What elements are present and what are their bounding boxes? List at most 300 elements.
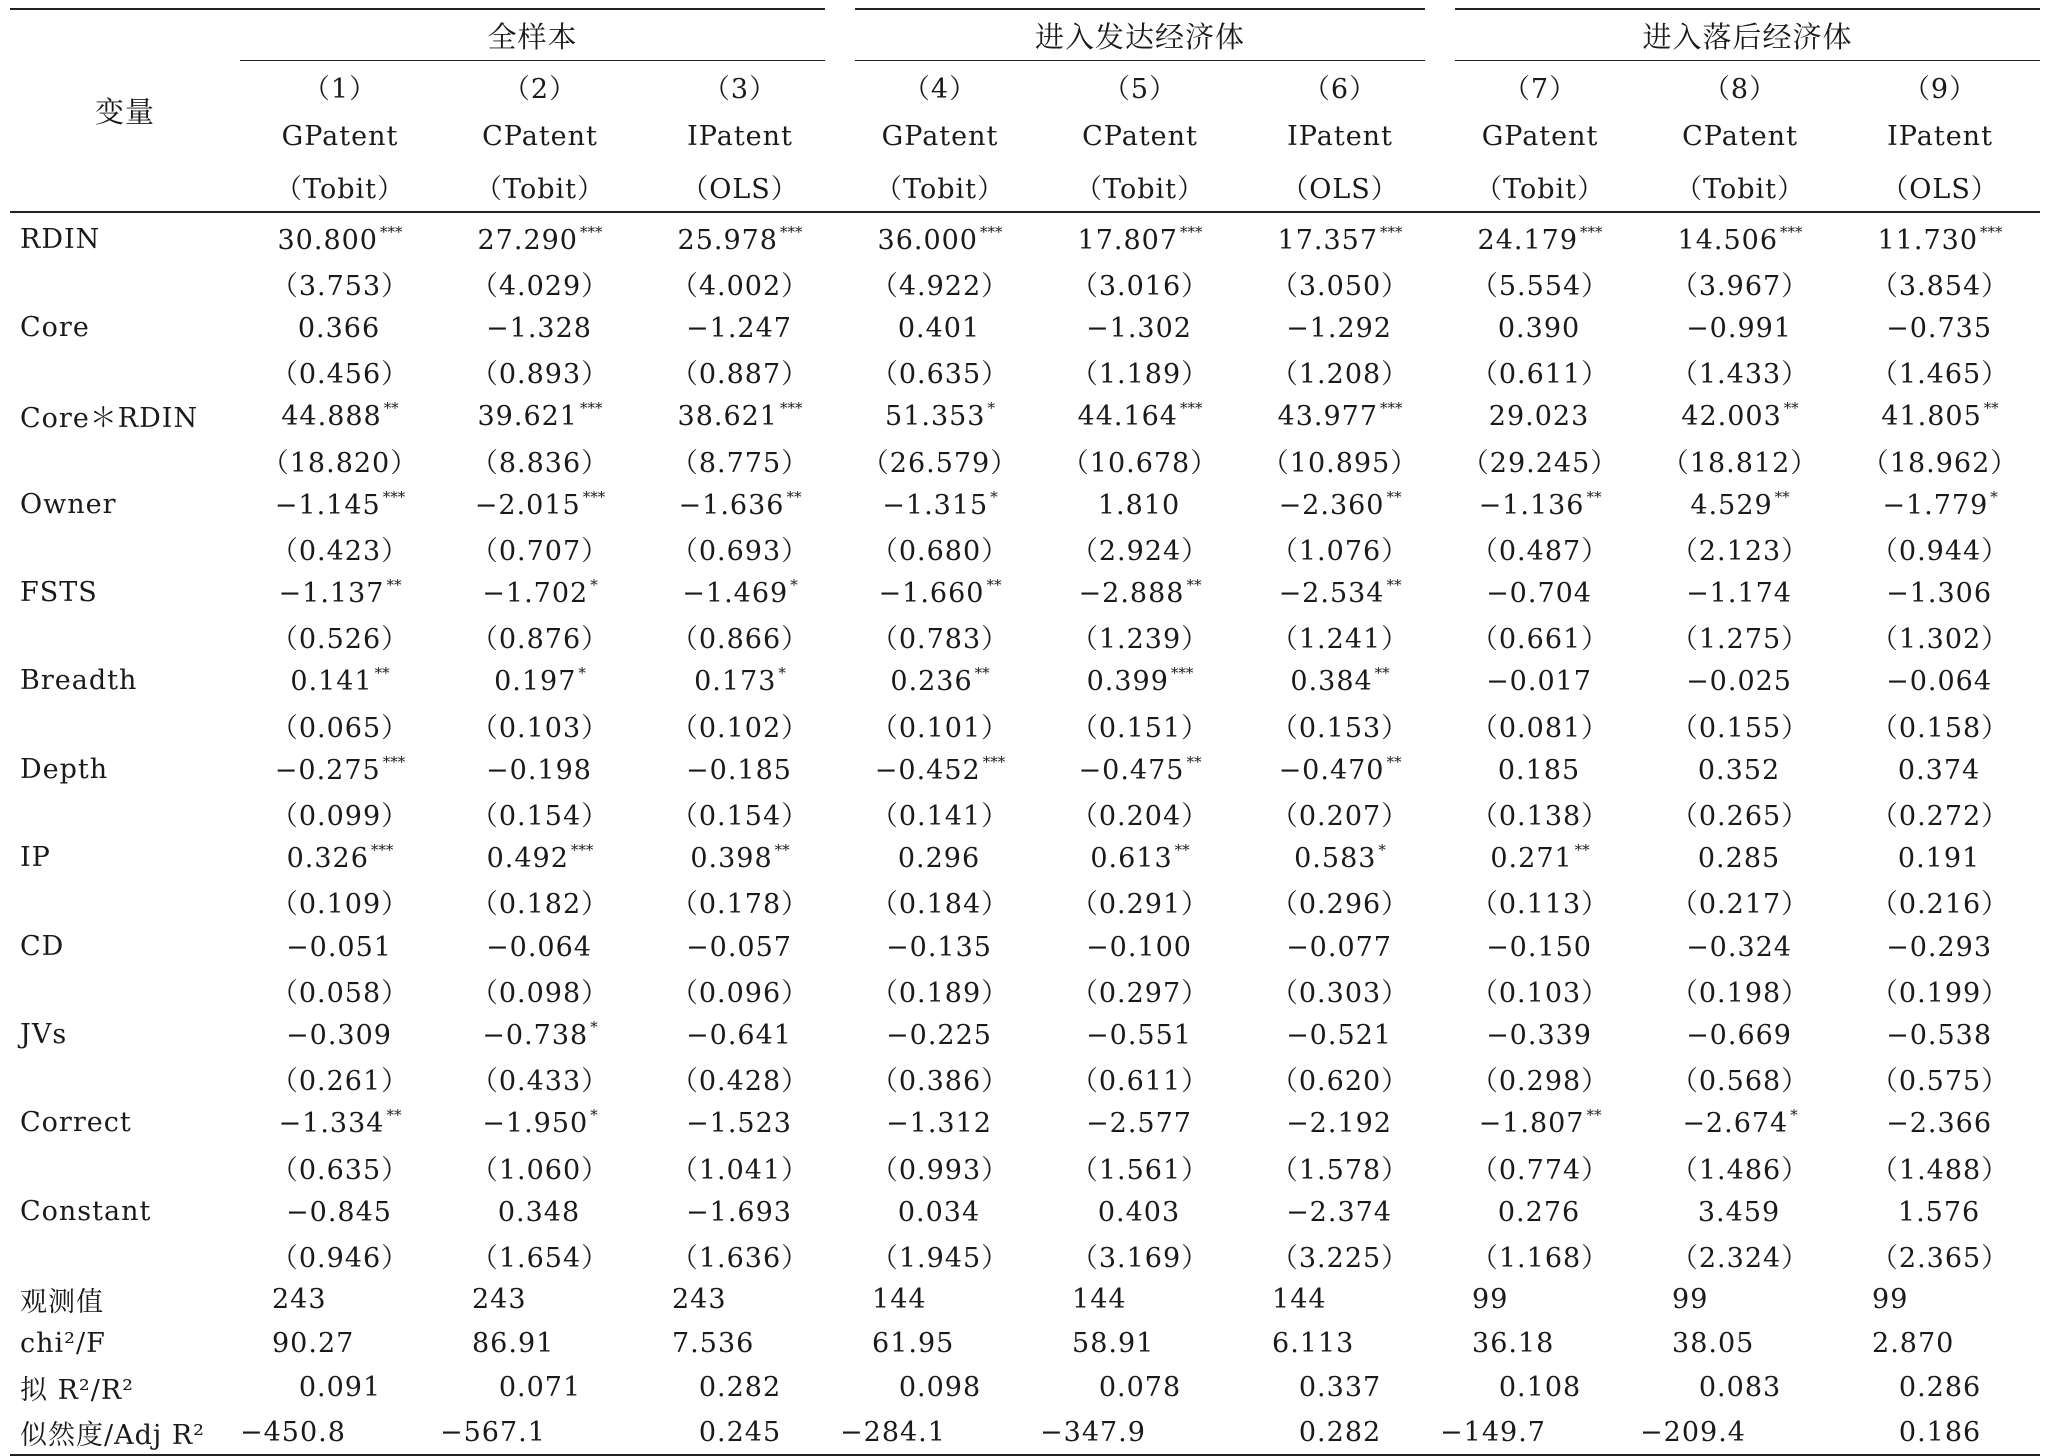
std-error-cell: （0.611）: [1070, 1066, 1210, 1098]
column-number-3: （3）: [702, 73, 778, 105]
coef-value: 44.888: [281, 401, 382, 433]
coef-value: −2.534: [1278, 578, 1385, 610]
coef-value: −0.669: [1686, 1019, 1792, 1051]
significance-stars: ***: [1580, 222, 1603, 241]
coef-cell: [240, 482, 440, 526]
coef-value: 0.173: [694, 666, 777, 698]
coef-cell: [1840, 1189, 2040, 1233]
coef-cell: [1440, 836, 1640, 880]
column-number-7: （7）: [1502, 73, 1578, 105]
std-error-cell: （0.113）: [1470, 889, 1610, 921]
coef-cell: [1440, 571, 1640, 615]
coef-cell: [1640, 212, 1840, 261]
coef-row: [10, 747, 2040, 791]
coef-value: −2.888: [1078, 578, 1185, 610]
coef-cell: [1040, 836, 1240, 880]
std-error-cell: （1.636）: [670, 1242, 810, 1274]
column-dependent-variable-4: GPatent: [881, 120, 999, 152]
stat-label: 拟 R²/R²: [20, 1375, 134, 1407]
coef-value: −0.551: [1086, 1019, 1192, 1051]
stat-value: 144: [872, 1284, 927, 1316]
coef-cell: [840, 1012, 1040, 1056]
coef-value: −0.225: [886, 1019, 992, 1051]
stat-value: 0.098: [898, 1372, 982, 1404]
significance-stars: **: [1783, 399, 1799, 418]
coef-value: −2.360: [1278, 489, 1385, 521]
column-model-2: （Tobit）: [475, 173, 605, 205]
significance-stars: *: [590, 1106, 598, 1125]
coef-value: −1.702: [482, 578, 589, 610]
std-error-cell: （3.016）: [1070, 270, 1210, 302]
significance-stars: **: [1186, 752, 1202, 771]
std-error-cell: （0.783）: [870, 624, 1010, 656]
std-error-cell: （0.272）: [1870, 801, 2010, 833]
coef-cell: [1640, 747, 1840, 791]
significance-stars: **: [1586, 487, 1602, 506]
coef-cell: [1640, 394, 1840, 438]
significance-stars: **: [1174, 841, 1190, 860]
coef-cell: [1240, 1101, 1440, 1145]
coef-cell: [1240, 394, 1440, 438]
coef-cell: [640, 482, 840, 526]
coef-value: −1.693: [686, 1196, 792, 1228]
coef-value: −1.779: [1882, 489, 1989, 521]
std-error-cell: （1.041）: [670, 1154, 810, 1186]
coef-value: 0.352: [1697, 754, 1781, 786]
std-error-cell: （3.225）: [1270, 1242, 1410, 1274]
std-error-cell: （1.208）: [1270, 359, 1410, 391]
coef-cell: [640, 924, 840, 968]
stat-row: [10, 1366, 2040, 1410]
std-error-cell: （0.887）: [670, 359, 810, 391]
column-model-6: （OLS）: [1281, 173, 1399, 205]
coef-cell: [440, 394, 640, 438]
variable-label: FSTS: [20, 577, 98, 609]
coef-cell: [1040, 1012, 1240, 1056]
significance-stars: ***: [579, 399, 603, 418]
std-error-cell: （0.103）: [470, 712, 610, 744]
std-error-cell: （0.101）: [870, 712, 1010, 744]
significance-stars: *: [987, 399, 995, 418]
std-error-cell: （0.261）: [270, 1066, 410, 1098]
coef-value: −0.025: [1686, 666, 1792, 698]
coef-cell: [1040, 924, 1240, 968]
coef-value: 1.810: [1097, 489, 1181, 521]
stat-value: 0.108: [1498, 1372, 1582, 1404]
std-error-cell: （0.303）: [1270, 977, 1410, 1009]
coef-value: −0.309: [286, 1019, 392, 1051]
empty-label-cell: [10, 438, 240, 482]
std-error-cell: （1.060）: [470, 1154, 610, 1186]
coef-cell: [840, 1189, 1040, 1233]
se-row: [10, 703, 2040, 747]
significance-stars: ***: [579, 222, 603, 241]
coef-cell: [240, 747, 440, 791]
stat-value: 144: [1072, 1284, 1127, 1316]
std-error-cell: （0.993）: [870, 1154, 1010, 1186]
std-error-cell: （0.297）: [1070, 977, 1210, 1009]
coef-value: −0.735: [1886, 312, 1992, 344]
coef-cell: [240, 571, 440, 615]
significance-stars: **: [1983, 399, 1999, 418]
coef-value: −0.064: [486, 931, 592, 963]
std-error-cell: （0.081）: [1470, 712, 1610, 744]
coef-cell: [1440, 747, 1640, 791]
std-error-cell: （0.096）: [670, 977, 810, 1009]
coef-cell: [1240, 212, 1440, 261]
coef-value: −2.374: [1286, 1196, 1392, 1228]
coef-value: 17.357: [1277, 224, 1379, 256]
std-error-cell: （2.924）: [1070, 535, 1210, 567]
std-error-cell: （10.895）: [1261, 447, 1419, 479]
stat-value: 99: [1472, 1284, 1509, 1316]
coef-value: 0.348: [497, 1196, 581, 1228]
coef-value: 11.730: [1877, 224, 1979, 256]
coef-cell: [1040, 747, 1240, 791]
coef-cell: [1240, 924, 1440, 968]
coef-value: 0.236: [890, 666, 973, 698]
coef-value: 17.807: [1077, 224, 1178, 256]
coef-cell: [1840, 659, 2040, 703]
significance-stars: **: [986, 576, 1002, 595]
stat-value: 243: [472, 1284, 527, 1316]
stat-value: 0.091: [298, 1372, 382, 1404]
coef-row: [10, 659, 2040, 703]
coef-cell: [1840, 212, 2040, 261]
significance-stars: ***: [780, 222, 803, 241]
coef-cell: [640, 747, 840, 791]
significance-stars: ***: [382, 752, 406, 771]
coef-cell: [1440, 212, 1640, 261]
coef-cell: [440, 1012, 640, 1056]
coef-cell: [840, 482, 1040, 526]
coef-cell: [1440, 1012, 1640, 1056]
coef-cell: [240, 1012, 440, 1056]
se-row: [10, 1145, 2040, 1189]
coef-cell: [840, 1101, 1040, 1145]
coef-value: 0.492: [486, 843, 569, 875]
coef-value: −0.845: [286, 1196, 392, 1228]
coef-cell: [1240, 747, 1440, 791]
coef-value: 0.296: [897, 843, 981, 875]
std-error-cell: （0.893）: [470, 359, 610, 391]
column-model-7: （Tobit）: [1475, 173, 1605, 205]
std-error-cell: （1.561）: [1070, 1154, 1210, 1186]
coef-cell: [640, 1101, 840, 1145]
coef-cell: [240, 212, 440, 261]
significance-stars: **: [386, 576, 402, 595]
std-error-cell: （0.204）: [1070, 801, 1210, 833]
coef-cell: [1840, 1101, 2040, 1145]
coef-value: 1.576: [1897, 1196, 1981, 1228]
coef-value: 38.621: [677, 401, 778, 433]
coef-cell: [440, 571, 640, 615]
std-error-cell: （1.189）: [1070, 359, 1210, 391]
coef-cell: [840, 924, 1040, 968]
significance-stars: ***: [1180, 399, 1203, 418]
coef-value: −1.174: [1686, 578, 1792, 610]
coef-value: −1.523: [686, 1108, 792, 1140]
std-error-cell: （3.753）: [270, 270, 410, 302]
std-error-cell: （4.002）: [670, 270, 810, 302]
std-error-cell: （3.050）: [1270, 270, 1410, 302]
significance-stars: **: [1774, 487, 1790, 506]
coef-value: −0.057: [686, 931, 792, 963]
coef-value: 0.374: [1897, 754, 1981, 786]
se-row: [10, 438, 2040, 482]
variable-label: Correct: [20, 1107, 132, 1139]
stat-label: 似然度/Adj R²: [10, 1410, 240, 1455]
stat-row: [10, 1410, 2040, 1455]
coef-value: 0.398: [690, 843, 773, 875]
significance-stars: **: [383, 399, 399, 418]
std-error-cell: （0.680）: [870, 535, 1010, 567]
coef-cell: [1440, 924, 1640, 968]
coef-cell: [1440, 659, 1640, 703]
coef-cell: [440, 482, 640, 526]
coef-cell: [1640, 482, 1840, 526]
coef-value: 0.276: [1497, 1196, 1581, 1228]
std-error-cell: （3.967）: [1670, 270, 1810, 302]
stat-value: 243: [272, 1284, 327, 1316]
coef-value: −1.950: [482, 1108, 589, 1140]
std-error-cell: （0.184）: [870, 889, 1010, 921]
stat-value: 99: [1672, 1284, 1709, 1316]
coef-value: 0.185: [1497, 754, 1581, 786]
std-error-cell: （0.099）: [270, 801, 410, 833]
std-error-cell: （0.946）: [270, 1242, 410, 1274]
coef-value: 0.285: [1697, 843, 1781, 875]
coef-cell: [440, 1101, 640, 1145]
coef-cell: [1440, 305, 1640, 349]
column-number-5: （5）: [1102, 73, 1178, 105]
coef-value: −0.704: [1486, 578, 1592, 610]
coef-cell: [1040, 394, 1240, 438]
stat-value: −209.4: [1640, 1410, 1840, 1455]
coef-value: −1.306: [1886, 578, 1992, 610]
stat-value: −284.1: [840, 1410, 1040, 1455]
coef-cell: [1240, 659, 1440, 703]
coef-cell: [1040, 571, 1240, 615]
stat-value: 6.113: [1272, 1328, 1355, 1360]
coef-value: 41.805: [1881, 401, 1982, 433]
coef-value: 0.191: [1897, 843, 1981, 875]
significance-stars: ***: [1980, 222, 2003, 241]
coef-value: 0.271: [1490, 843, 1573, 875]
coef-cell: [1440, 394, 1640, 438]
std-error-cell: （1.488）: [1870, 1154, 2010, 1186]
coef-cell: [1840, 747, 2040, 791]
std-error-cell: （0.103）: [1470, 977, 1610, 1009]
std-error-cell: （2.123）: [1670, 535, 1810, 567]
coef-value: −1.292: [1286, 312, 1392, 344]
coef-value: 51.353: [885, 401, 986, 433]
std-error-cell: （0.058）: [270, 977, 410, 1009]
std-error-cell: （0.102）: [670, 712, 810, 744]
coef-value: 36.000: [877, 224, 978, 256]
std-error-cell: （0.207）: [1270, 801, 1410, 833]
std-error-cell: （0.265）: [1670, 801, 1810, 833]
significance-stars: **: [1574, 841, 1590, 860]
coef-cell: [840, 659, 1040, 703]
std-error-cell: （0.944）: [1870, 535, 2010, 567]
std-error-cell: （1.433）: [1670, 359, 1810, 391]
stat-value: 144: [1272, 1284, 1327, 1316]
coef-cell: [240, 394, 440, 438]
stat-label: 观测值: [20, 1287, 104, 1319]
coef-value: −1.807: [1478, 1108, 1585, 1140]
significance-stars: ***: [1380, 399, 1403, 418]
std-error-cell: （0.151）: [1070, 712, 1210, 744]
std-error-cell: （0.423）: [270, 535, 410, 567]
se-row: [10, 1057, 2040, 1101]
column-model-9: （OLS）: [1881, 173, 1999, 205]
std-error-cell: （1.239）: [1070, 624, 1210, 656]
column-number-4: （4）: [902, 73, 978, 105]
se-row: [10, 880, 2040, 924]
se-row: [10, 615, 2040, 659]
significance-stars: **: [1386, 576, 1402, 595]
coef-cell: [1640, 305, 1840, 349]
std-error-cell: （10.678）: [1061, 447, 1219, 479]
coef-value: −1.247: [686, 312, 792, 344]
coef-value: −0.293: [1886, 931, 1992, 963]
coef-value: 0.583: [1294, 843, 1377, 875]
column-number-row: [10, 61, 2040, 112]
stat-value: 0.186: [1840, 1410, 2040, 1455]
empty-label-cell: [10, 1233, 240, 1277]
table-body: [10, 212, 2040, 1455]
coef-cell: [1440, 482, 1640, 526]
coef-cell: [440, 924, 640, 968]
variable-label: Breadth: [20, 665, 138, 697]
variable-label: JVs: [20, 1018, 68, 1050]
coef-cell: [1840, 305, 2040, 349]
column-number-9: （9）: [1902, 73, 1978, 105]
coef-cell: [240, 924, 440, 968]
variable-label: Core＊RDIN: [20, 403, 199, 435]
coef-cell: [1240, 1189, 1440, 1233]
coef-value: −2.577: [1086, 1108, 1192, 1140]
coef-value: −2.366: [1886, 1108, 1992, 1140]
std-error-cell: （0.155）: [1670, 712, 1810, 744]
stat-value: −149.7: [1440, 1410, 1640, 1455]
coef-value: 0.034: [897, 1196, 981, 1228]
se-row: [10, 350, 2040, 394]
coef-row: [10, 1012, 2040, 1056]
stat-value: 61.95: [872, 1328, 955, 1360]
coef-value: −0.521: [1286, 1019, 1392, 1051]
significance-stars: ***: [982, 752, 1006, 771]
std-error-cell: （2.365）: [1870, 1242, 2010, 1274]
significance-stars: **: [386, 1106, 402, 1125]
std-error-cell: （3.854）: [1870, 270, 2010, 302]
coef-value: −0.135: [886, 931, 992, 963]
group-header-developed: 进入发达经济体: [840, 9, 1440, 61]
stat-value: 0.245: [640, 1410, 840, 1455]
std-error-cell: （3.169）: [1070, 1242, 1210, 1274]
coef-cell: [640, 212, 840, 261]
stat-value: 0.071: [498, 1372, 582, 1404]
coef-value: −1.636: [678, 489, 785, 521]
significance-stars: ***: [1780, 222, 1803, 241]
coef-value: −0.991: [1686, 312, 1792, 344]
std-error-cell: （1.578）: [1270, 1154, 1410, 1186]
std-error-cell: （18.962）: [1861, 447, 2019, 479]
significance-stars: *: [590, 576, 598, 595]
regression-table: [10, 8, 2040, 1456]
std-error-cell: （0.635）: [870, 359, 1010, 391]
std-error-cell: （0.178）: [670, 889, 810, 921]
std-error-cell: （1.465）: [1870, 359, 2010, 391]
variable-label: CD: [20, 930, 65, 962]
significance-stars: *: [1790, 1106, 1798, 1125]
coef-cell: [1040, 1189, 1240, 1233]
coef-cell: [1240, 1012, 1440, 1056]
coef-value: −0.324: [1686, 931, 1792, 963]
coef-value: 0.613: [1090, 843, 1173, 875]
column-number-8: （8）: [1702, 73, 1778, 105]
std-error-cell: （1.275）: [1670, 624, 1810, 656]
se-row: [10, 791, 2040, 835]
stat-value: 243: [672, 1284, 727, 1316]
std-error-cell: （0.693）: [670, 535, 810, 567]
coef-value: −1.469: [682, 578, 789, 610]
significance-stars: *: [590, 1017, 598, 1036]
column-dependent-variable-7: GPatent: [1481, 120, 1599, 152]
std-error-cell: （0.296）: [1270, 889, 1410, 921]
empty-label-cell: [10, 1145, 240, 1189]
column-model-5: （Tobit）: [1075, 173, 1205, 205]
coef-value: 4.529: [1690, 489, 1773, 521]
coef-value: 25.978: [677, 224, 778, 256]
stat-value: 36.18: [1472, 1328, 1555, 1360]
coef-cell: [840, 571, 1040, 615]
coef-value: 29.023: [1488, 401, 1590, 433]
stat-label: chi²/F: [20, 1328, 106, 1360]
std-error-cell: （0.487）: [1470, 535, 1610, 567]
coef-value: 0.366: [297, 312, 381, 344]
coef-cell: [240, 659, 440, 703]
significance-stars: **: [974, 664, 990, 683]
coef-cell: [1040, 659, 1240, 703]
column-model-3: （OLS）: [681, 173, 799, 205]
std-error-cell: （4.922）: [870, 270, 1010, 302]
coef-value: −0.538: [1886, 1019, 1992, 1051]
coef-cell: [840, 305, 1040, 349]
stat-value: −567.1: [440, 1410, 640, 1455]
coef-cell: [440, 836, 640, 880]
column-dependent-variable-5: CPatent: [1082, 120, 1198, 152]
coef-cell: [640, 1012, 840, 1056]
stat-value: 90.27: [272, 1328, 355, 1360]
coef-cell: [640, 571, 840, 615]
column-dependent-variable-3: IPatent: [687, 120, 793, 152]
stat-value: 38.05: [1672, 1328, 1755, 1360]
stat-value: 99: [1872, 1284, 1909, 1316]
std-error-cell: （4.029）: [470, 270, 610, 302]
std-error-cell: （29.245）: [1461, 447, 1619, 479]
std-error-cell: （0.154）: [470, 801, 610, 833]
coef-value: −0.738: [482, 1019, 589, 1051]
coef-value: 24.179: [1477, 224, 1579, 256]
empty-label-cell: [10, 350, 240, 394]
coef-cell: [840, 836, 1040, 880]
std-error-cell: （2.324）: [1670, 1242, 1810, 1274]
coef-value: −0.275: [274, 754, 381, 786]
std-error-cell: （5.554）: [1470, 270, 1610, 302]
coef-cell: [1040, 305, 1240, 349]
